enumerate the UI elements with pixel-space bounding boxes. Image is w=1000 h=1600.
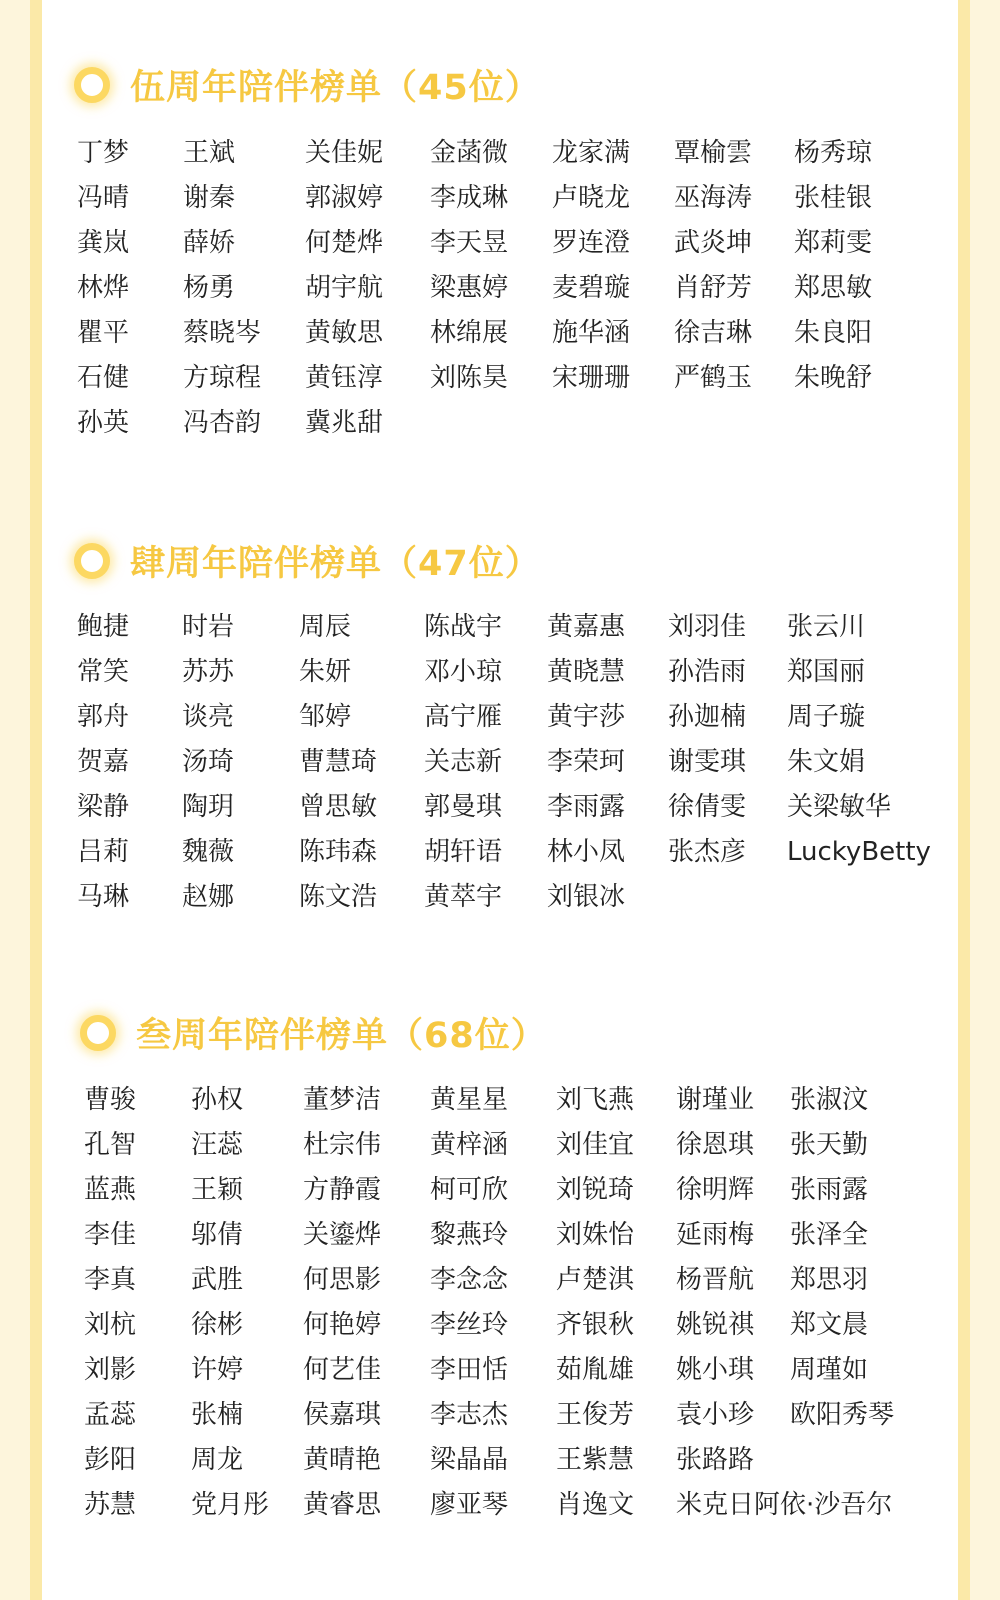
name-entry: 张泽全: [790, 1220, 869, 1250]
name-entry: 黄萃宇: [424, 882, 503, 912]
name-entry: 方琼程: [183, 363, 262, 393]
name-entry: 薛娇: [183, 228, 236, 258]
name-entry: 魏薇: [182, 837, 235, 867]
name-entry: 邬倩: [191, 1220, 244, 1250]
name-entry: 董梦洁: [303, 1085, 382, 1115]
name-entry: 延雨梅: [676, 1220, 755, 1250]
name-entry: 关志新: [424, 747, 503, 777]
name-entry: 罗连澄: [552, 228, 631, 258]
name-entry: 刘银冰: [547, 882, 626, 912]
name-entry: 郑国丽: [787, 657, 866, 687]
name-entry: 林烨: [77, 273, 130, 303]
bullet-dot-icon: [80, 1015, 116, 1051]
section-title: 伍周年陪伴榜单（45位）: [130, 68, 541, 108]
name-entry: 石健: [77, 363, 130, 393]
name-entry: 朱文娟: [787, 747, 866, 777]
name-entry: 孟蕊: [84, 1400, 137, 1430]
name-entry: 陶玥: [182, 792, 235, 822]
name-entry: 周子璇: [787, 702, 866, 732]
name-entry: 杨秀琼: [794, 138, 873, 168]
name-entry: 王颖: [191, 1175, 244, 1205]
name-entry: 梁惠婷: [430, 273, 509, 303]
name-entry: 孙浩雨: [668, 657, 747, 687]
name-entry: 瞿平: [77, 318, 130, 348]
name-entry: 袁小珍: [676, 1400, 755, 1430]
name-entry: 李成琳: [430, 183, 509, 213]
name-entry: 李佳: [84, 1220, 137, 1250]
name-entry: 廖亚琴: [430, 1490, 509, 1520]
name-entry: 周龙: [191, 1445, 244, 1475]
name-entry: 姚小琪: [676, 1355, 755, 1385]
name-entry: 刘佳宜: [556, 1130, 635, 1160]
name-entry: 鲍捷: [77, 612, 130, 642]
name-entry: 王斌: [183, 138, 236, 168]
name-entry: 黄睿思: [303, 1490, 382, 1520]
name-entry: 卢楚淇: [556, 1265, 635, 1295]
name-grid: [84, 1078, 940, 1528]
name-entry: 谢瑾业: [676, 1085, 755, 1115]
name-entry: 党月彤: [191, 1490, 270, 1520]
name-entry: 李荣珂: [547, 747, 626, 777]
name-entry: 谢雯琪: [668, 747, 747, 777]
name-entry: 金菡微: [430, 138, 509, 168]
bullet-dot-icon: [74, 67, 110, 103]
name-entry: 曹骏: [84, 1085, 137, 1115]
name-entry: 苏苏: [182, 657, 235, 687]
name-entry: LuckyBetty: [787, 837, 931, 867]
name-entry: 赵娜: [182, 882, 235, 912]
name-entry: 郑思敏: [794, 273, 873, 303]
name-entry: 王紫慧: [556, 1445, 635, 1475]
name-entry: 何楚烨: [305, 228, 384, 258]
name-entry: 张云川: [787, 612, 866, 642]
name-entry: 谢秦: [183, 183, 236, 213]
name-entry: 柯可欣: [430, 1175, 509, 1205]
bullet-dot-icon: [74, 543, 110, 579]
name-entry: 郭淑婷: [305, 183, 384, 213]
decorative-border-left: [30, 0, 42, 1600]
name-entry: 徐恩琪: [676, 1130, 755, 1160]
decorative-border-right: [958, 0, 970, 1600]
name-grid: [77, 605, 931, 920]
name-entry: 许婷: [191, 1355, 244, 1385]
name-entry: 郑文晨: [790, 1310, 869, 1340]
name-entry: 徐倩雯: [668, 792, 747, 822]
name-entry: 杨勇: [183, 273, 236, 303]
name-entry: 刘飞燕: [556, 1085, 635, 1115]
name-entry: 吕莉: [77, 837, 130, 867]
name-entry: 黄晓慧: [547, 657, 626, 687]
name-entry: 姚锐祺: [676, 1310, 755, 1340]
name-entry: 刘羽佳: [668, 612, 747, 642]
name-entry: 孔智: [84, 1130, 137, 1160]
name-entry: 孙迦楠: [668, 702, 747, 732]
name-entry: 何思影: [303, 1265, 382, 1295]
name-entry: 汪蕊: [191, 1130, 244, 1160]
name-entry: 李雨露: [547, 792, 626, 822]
name-entry: 黄宇莎: [547, 702, 626, 732]
name-entry: 朱妍: [299, 657, 352, 687]
name-entry: 巫海涛: [674, 183, 753, 213]
name-entry: 郑莉雯: [794, 228, 873, 258]
name-entry: 关梁敏华: [787, 792, 892, 822]
name-entry: 杜宗伟: [303, 1130, 382, 1160]
section-title: 叁周年陪伴榜单（68位）: [136, 1016, 547, 1056]
name-entry: 麦碧璇: [552, 273, 631, 303]
name-entry: 武炎坤: [674, 228, 753, 258]
name-entry: 冯晴: [77, 183, 130, 213]
name-entry: 高宁雁: [424, 702, 503, 732]
name-entry: 欧阳秀琴: [790, 1400, 895, 1430]
name-entry: 卢晓龙: [552, 183, 631, 213]
name-entry: 张桂银: [794, 183, 873, 213]
name-entry: 陈战宇: [424, 612, 503, 642]
name-entry: [790, 1438, 940, 1483]
name-entry: 刘影: [84, 1355, 137, 1385]
name-entry: 何艳婷: [303, 1310, 382, 1340]
name-entry: 严鹤玉: [674, 363, 753, 393]
name-grid: [77, 131, 924, 446]
name-entry: 徐明辉: [676, 1175, 755, 1205]
name-entry: 关鎏烨: [303, 1220, 382, 1250]
name-entry: 侯嘉琪: [303, 1400, 382, 1430]
name-entry: 周辰: [299, 612, 352, 642]
name-entry: 黎燕玲: [430, 1220, 509, 1250]
name-entry: 齐银秋: [556, 1310, 635, 1340]
section-title: 肆周年陪伴榜单（47位）: [130, 544, 541, 584]
name-entry: 时岩: [182, 612, 235, 642]
name-entry: 张杰彦: [668, 837, 747, 867]
name-entry: 武胜: [191, 1265, 244, 1295]
name-entry: 何艺佳: [303, 1355, 382, 1385]
name-entry: 林绵展: [430, 318, 509, 348]
name-entry: 郭曼琪: [424, 792, 503, 822]
name-entry: 李田恬: [430, 1355, 509, 1385]
name-entry: 李志杰: [430, 1400, 509, 1430]
name-entry: 邓小琼: [424, 657, 503, 687]
name-entry: 徐吉琳: [674, 318, 753, 348]
name-entry: 米克日阿依·沙吾尔: [676, 1490, 893, 1520]
name-entry: 王俊芳: [556, 1400, 635, 1430]
name-entry: 刘杭: [84, 1310, 137, 1340]
name-entry: 陈玮森: [299, 837, 378, 867]
name-entry: 黄敏思: [305, 318, 384, 348]
name-entry: 黄梓涵: [430, 1130, 509, 1160]
name-entry: 龚岚: [77, 228, 130, 258]
name-entry: 邹婷: [299, 702, 352, 732]
name-entry: 孙英: [77, 408, 130, 438]
name-entry: 彭阳: [84, 1445, 137, 1475]
name-entry: 周瑾如: [790, 1355, 869, 1385]
name-entry: 刘陈昊: [430, 363, 509, 393]
name-entry: 杨晋航: [676, 1265, 755, 1295]
name-entry: 张雨露: [790, 1175, 869, 1205]
name-entry: 汤琦: [182, 747, 235, 777]
name-entry: 朱晚舒: [794, 363, 873, 393]
name-entry: 龙家满: [552, 138, 631, 168]
name-entry: 梁晶晶: [430, 1445, 509, 1475]
name-entry: 郑思羽: [790, 1265, 869, 1295]
name-entry: 黄星星: [430, 1085, 509, 1115]
name-entry: 肖舒芳: [674, 273, 753, 303]
content-card: [42, 0, 958, 1600]
name-entry: 孙权: [191, 1085, 244, 1115]
name-entry: 冀兆甜: [305, 408, 384, 438]
name-entry: 刘姝怡: [556, 1220, 635, 1250]
name-entry: 李丝玲: [430, 1310, 509, 1340]
name-entry: 谈亮: [182, 702, 235, 732]
name-entry: 张路路: [676, 1445, 755, 1475]
name-entry: 胡轩语: [424, 837, 503, 867]
name-entry: 梁静: [77, 792, 130, 822]
name-entry: [790, 1483, 940, 1528]
name-entry: 张淑汶: [790, 1085, 869, 1115]
section-header: [80, 1008, 547, 1058]
name-entry: 张楠: [191, 1400, 244, 1430]
name-entry: 蔡晓岑: [183, 318, 262, 348]
name-entry: 黄晴艳: [303, 1445, 382, 1475]
section-header: [74, 536, 541, 586]
name-entry: 茹胤雄: [556, 1355, 635, 1385]
name-entry: 曾思敏: [299, 792, 378, 822]
name-entry: 马琳: [77, 882, 130, 912]
name-entry: 肖逸文: [556, 1490, 635, 1520]
name-entry: 蓝燕: [84, 1175, 137, 1205]
name-entry: 陈文浩: [299, 882, 378, 912]
name-entry: 方静霞: [303, 1175, 382, 1205]
name-entry: 关佳妮: [305, 138, 384, 168]
name-entry: 宋珊珊: [552, 363, 631, 393]
name-entry: 郭舟: [77, 702, 130, 732]
name-entry: 朱良阳: [794, 318, 873, 348]
name-entry: 黄钰淳: [305, 363, 384, 393]
name-entry: 常笑: [77, 657, 130, 687]
section-header: [74, 60, 541, 110]
name-entry: 李天昱: [430, 228, 509, 258]
name-entry: 冯杏韵: [183, 408, 262, 438]
name-entry: 李念念: [430, 1265, 509, 1295]
name-entry: 贺嘉: [77, 747, 130, 777]
name-entry: 徐彬: [191, 1310, 244, 1340]
name-entry: 施华涵: [552, 318, 631, 348]
name-entry: 李真: [84, 1265, 137, 1295]
name-entry: 丁梦: [77, 138, 130, 168]
name-entry: 曹慧琦: [299, 747, 378, 777]
name-entry: 张天勤: [790, 1130, 869, 1160]
name-entry: 刘锐琦: [556, 1175, 635, 1205]
name-entry: 苏慧: [84, 1490, 137, 1520]
name-entry: 覃榆雲: [674, 138, 753, 168]
name-entry: 黄嘉惠: [547, 612, 626, 642]
name-entry: 林小凤: [547, 837, 626, 867]
name-entry: 胡宇航: [305, 273, 384, 303]
